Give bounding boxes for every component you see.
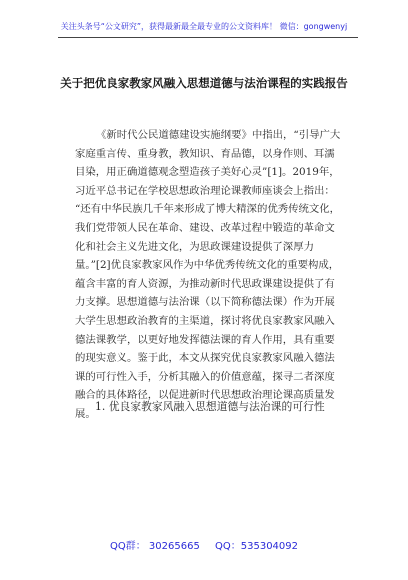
header-divider: [58, 37, 358, 38]
body-line: 目染，用正确道德观念塑造孩子美好心灵”[1]。2019年，: [75, 166, 340, 179]
body-line: 力支撑。思想道德与法治课（以下简称德法课）作为开展: [75, 296, 335, 309]
body-line: 《新时代公民道德建设实施纲要》中指出，“引导广大: [96, 129, 341, 141]
body-line: 融合的具体路径，以促进新时代思想政治理论课高质量发: [75, 389, 335, 402]
body-line: 化和社会主义先进文化，为思政课建设提供了深厚力: [75, 240, 314, 253]
body-line: 展。: [75, 407, 96, 420]
body-line: 课的可行性入手，分析其融入的价值意蕴，探寻二者深度: [75, 370, 335, 383]
body-line: 习近平总书记在学校思想政治理论课教师座谈会上指出：: [75, 184, 335, 197]
body-line: 量。”[2]优良家教家风作为中华优秀传统文化的重要构成，: [75, 259, 340, 272]
footer-qq-group: QQ群： 30265665: [109, 541, 200, 552]
document-title: 关于把优良家教家风融入思想道德与法治课程的实践报告: [60, 76, 348, 90]
body-line: “还有中华民族几千年来形成了博大精深的优秀传统文化，: [75, 203, 341, 216]
body-line: 蕴含丰富的育人资源，为推动新时代思政课建设提供了有: [75, 277, 335, 290]
footer-qq: QQ：535304092: [215, 541, 299, 552]
body-line: 德法课教学，以更好地发挥德法课的育人作用，具有重要: [75, 333, 335, 346]
page-header: 关注头条号“公文研究”，获得最新最全最专业的公文资料库！ 微信：gongwenyj: [60, 22, 348, 31]
body-text: [75, 126, 343, 424]
body-line: 家庭重言传、重身教，教知识、育品德，以身作则、耳濡: [75, 147, 335, 160]
body-line: 的现实意义。鉴于此，本文从探究优良家教家风融入德法: [75, 352, 335, 365]
body-line: 我们党带领人民在革命、建设、改革过程中锻造的革命文: [75, 221, 335, 234]
section-heading: 1. 优良家教家风融入思想道德与法治课的可行性: [95, 400, 325, 413]
page-footer: [0, 537, 408, 552]
body-line: 大学生思想政治教育的主渠道，探讨将优良家教家风融入: [75, 314, 335, 327]
